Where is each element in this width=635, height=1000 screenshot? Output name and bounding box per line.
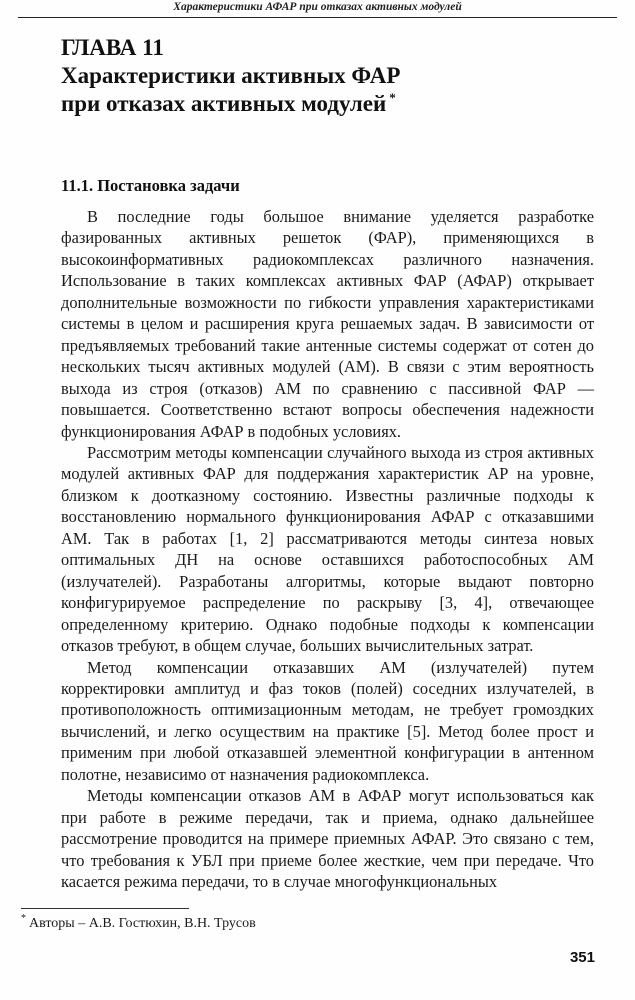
page-number: 351 bbox=[569, 949, 595, 966]
footnote-mark: * bbox=[21, 913, 26, 925]
chapter-footnote-mark: * bbox=[389, 90, 396, 106]
chapter-title-line-2 bbox=[61, 90, 601, 118]
running-header: Характеристики АФАР при отказах активных модулей bbox=[173, 1, 462, 13]
footnote-text: Авторы – А.В. Гостюхин, В.Н. Трусов bbox=[29, 916, 256, 931]
footnote bbox=[21, 915, 256, 933]
paragraph: Методы компенсации отказов АМ в АФАР могут использоваться как при работе в режиме передачи, так и приема, однако дальнейшее рассмотрение проводится на примере приемных АФАР. Это связано с тем, что требования к УБЛ при приеме более жесткие, чем при передаче. Что касается режима передачи, то в случае многофункциональных bbox=[61, 786, 594, 892]
body-text bbox=[61, 206, 594, 893]
paragraph: В последние годы большое внимание уделяется разработке фазированных активных решеток (ФАР), применяющихся в высокоинформативных радиокомплексах различного назначения. Использование в таких комплексах активных ФАР (АФАР) открывает дополнительные возможности по гибкости управления характеристиками системы в целом и расширения круга решаемых задач. В зависимости от предъявляемых требований такие антенные системы содержат от сотен до нескольких тысяч активных модулей (АМ). В связи с этим вероятность выхода из строя (отказов) АМ по сравнению с пассивной ФАР — повышается. Соответственно встают вопросы обеспечения надежности функционирования АФАР в подобных условиях. bbox=[61, 207, 594, 441]
paragraph: Метод компенсации отказавших АМ (излучателей) путем корректировки амплитуд и фаз токов (полей) соседних излучателей, в противоположность оптимизационным методам, не требует громоздких вычислений, и легко осуществим на практике [5]. Метод более прост и применим при любой отказавшей элементной конфигурации в антенном полотне, независимо от назначения радиокомплекса. bbox=[61, 657, 594, 784]
chapter-title-line-2-text: при отказах активных модулей bbox=[61, 91, 387, 116]
chapter-label: ГЛАВА 11 bbox=[61, 35, 164, 60]
header-divider bbox=[18, 17, 617, 18]
footnote-divider bbox=[21, 908, 189, 909]
chapter-title-line-1: Характеристики активных ФАР bbox=[61, 63, 401, 88]
section-heading: 11.1. Постановка задачи bbox=[61, 176, 240, 195]
chapter-title-block bbox=[61, 34, 601, 118]
paragraph: Рассмотрим методы компенсации случайного выхода из строя активных модулей активных ФАР для поддержания характеристик АР на уровне, близком к доотказному состоянию. Известны различные подходы к восстановлению нормального функционирования АФАР с отказавшими АМ. Так в работах [1, 2] рассматриваются методы синтеза новых оптимальных ДН на основе оставшихся работоспособных АМ (излучателей). Разработаны алгоритмы, которые выдают повторно конфигурируемое распределение по раскрыву [3, 4], отвечающее определенному критерию. Однако подобные подходы к компенсации отказов требуют, в общем случае, больших вычислительных затрат. bbox=[61, 442, 594, 656]
